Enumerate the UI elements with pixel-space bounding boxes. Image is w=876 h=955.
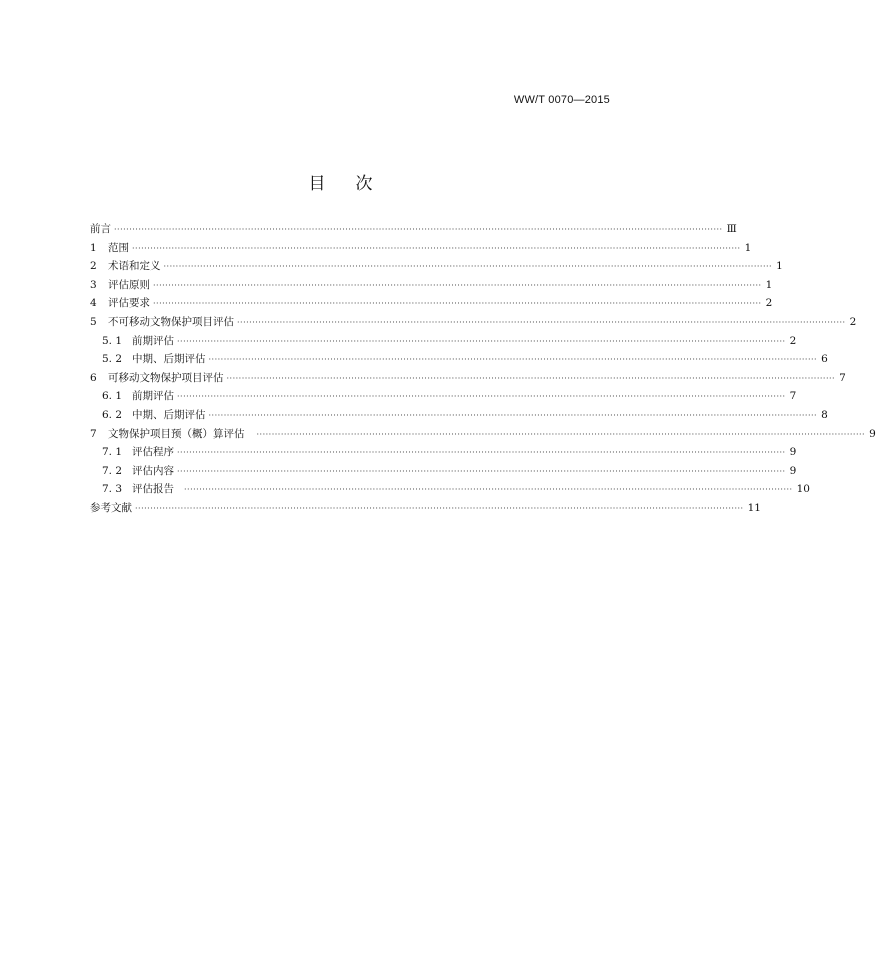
toc-entry-title: 文物保护项目预（概）算评估 bbox=[108, 427, 245, 440]
toc-entry-immovable[interactable] bbox=[90, 313, 857, 332]
toc-leader-dots: ········································································································································································································ bbox=[177, 392, 786, 402]
toc-leader-dots: ········································································································································································································ bbox=[153, 299, 762, 309]
toc-leader-dots: ········································································································································································································ bbox=[132, 243, 741, 253]
toc-entry-budget-content[interactable] bbox=[90, 462, 797, 481]
toc-entry-terms[interactable] bbox=[90, 257, 783, 276]
toc-entry-number: 5. 2 bbox=[102, 353, 123, 366]
toc-entry-title: 不可移动文物保护项目评估 bbox=[108, 315, 234, 328]
toc-entry-page: 7 bbox=[839, 371, 846, 384]
table-of-contents bbox=[90, 220, 876, 518]
toc-entry-budget-report[interactable] bbox=[90, 480, 810, 499]
toc-leader-dots: ········································································································································································································ bbox=[135, 503, 744, 513]
toc-leader-dots: ········································································································································································································ bbox=[153, 280, 762, 290]
toc-entry-page: 1 bbox=[776, 260, 783, 273]
toc-entry-title: 中期、后期评估 bbox=[132, 353, 206, 366]
toc-title-char-1: 目 bbox=[308, 174, 326, 195]
toc-leader-dots: ········································································································································································································ bbox=[226, 373, 836, 383]
toc-entry-movable[interactable] bbox=[90, 369, 846, 388]
toc-entry-page: 10 bbox=[796, 483, 810, 496]
toc-entry-page: 2 bbox=[765, 297, 773, 310]
toc-entry-title: 前期评估 bbox=[132, 390, 174, 403]
toc-entry-number: 3 bbox=[90, 278, 97, 291]
toc-entry-title: 前期评估 bbox=[132, 334, 174, 347]
toc-entry-page: 2 bbox=[789, 334, 797, 347]
toc-entry-title: 评估原则 bbox=[108, 278, 150, 291]
toc-leader-dots: ········································································································································································································ bbox=[237, 317, 846, 327]
toc-entry-title: 评估程序 bbox=[132, 446, 174, 459]
toc-entry-immovable-early[interactable] bbox=[90, 332, 797, 351]
toc-entry-number: 7 bbox=[90, 427, 97, 440]
toc-entry-page: 9 bbox=[789, 464, 797, 477]
toc-entry-immovable-mid-late[interactable] bbox=[90, 350, 828, 369]
toc-leader-dots: ········································································································································································································ bbox=[184, 485, 793, 495]
toc-entry-references[interactable] bbox=[90, 499, 761, 518]
toc-entry-title: 可移动文物保护项目评估 bbox=[108, 371, 224, 384]
toc-leader-dots: ········································································································································································································ bbox=[256, 429, 866, 439]
toc-entry-page: 11 bbox=[747, 501, 761, 514]
toc-entry-title: 前言 bbox=[90, 223, 111, 235]
toc-entry-number: 2 bbox=[90, 260, 97, 273]
toc-entry-budget-procedure[interactable] bbox=[90, 443, 797, 462]
toc-entry-number: 4 bbox=[90, 297, 97, 310]
toc-entry-title: 评估报告 bbox=[132, 483, 174, 496]
toc-entry-title: 中期、后期评估 bbox=[132, 408, 206, 421]
toc-entry-page: 8 bbox=[821, 408, 828, 421]
toc-entry-movable-early[interactable] bbox=[90, 387, 797, 406]
toc-entry-page: 9 bbox=[869, 427, 876, 440]
toc-entry-page: 7 bbox=[789, 390, 797, 403]
toc-title bbox=[0, 169, 681, 194]
toc-entry-foreword[interactable] bbox=[90, 220, 737, 239]
toc-entry-page: 1 bbox=[744, 241, 752, 254]
toc-entry-page: Ⅲ bbox=[726, 223, 737, 235]
standard-number: WW/T 0070—2015 bbox=[513, 94, 610, 106]
toc-entry-title: 评估内容 bbox=[132, 464, 174, 477]
toc-entry-principles[interactable] bbox=[90, 276, 773, 295]
toc-entry-number: 7. 1 bbox=[102, 446, 123, 459]
toc-entry-page: 2 bbox=[849, 315, 857, 328]
toc-entry-title: 参考文献 bbox=[90, 501, 132, 514]
toc-entry-budget[interactable] bbox=[90, 425, 876, 444]
toc-entry-number: 1 bbox=[90, 241, 97, 254]
toc-leader-dots: ········································································································································································································ bbox=[114, 225, 723, 234]
toc-entry-number: 6. 2 bbox=[102, 408, 123, 421]
toc-leader-dots: ········································································································································································································ bbox=[177, 466, 786, 476]
toc-entry-number: 7. 3 bbox=[102, 483, 123, 496]
toc-entry-number: 5 bbox=[90, 315, 97, 328]
toc-entry-movable-mid-late[interactable] bbox=[90, 406, 828, 425]
toc-entry-page: 6 bbox=[821, 353, 828, 366]
toc-entry-title: 术语和定义 bbox=[108, 260, 161, 273]
toc-entry-number: 6. 1 bbox=[102, 390, 123, 403]
toc-leader-dots: ········································································································································································································ bbox=[208, 410, 818, 420]
toc-leader-dots: ········································································································································································································ bbox=[177, 448, 786, 458]
toc-entry-requirements[interactable] bbox=[90, 294, 773, 313]
toc-entry-page: 1 bbox=[765, 278, 773, 291]
toc-entry-page: 9 bbox=[789, 446, 797, 459]
toc-leader-dots: ········································································································································································································ bbox=[177, 336, 786, 346]
toc-leader-dots: ········································································································································································································ bbox=[163, 262, 773, 272]
toc-entry-scope[interactable] bbox=[90, 239, 752, 258]
toc-entry-title: 范围 bbox=[108, 241, 129, 254]
toc-entry-number: 6 bbox=[90, 371, 97, 384]
toc-entry-number: 7. 2 bbox=[102, 464, 123, 477]
toc-title-char-2: 次 bbox=[355, 174, 373, 195]
toc-leader-dots: ········································································································································································································ bbox=[208, 355, 818, 365]
toc-entry-title: 评估要求 bbox=[108, 297, 150, 310]
toc-entry-number: 5. 1 bbox=[102, 334, 123, 347]
